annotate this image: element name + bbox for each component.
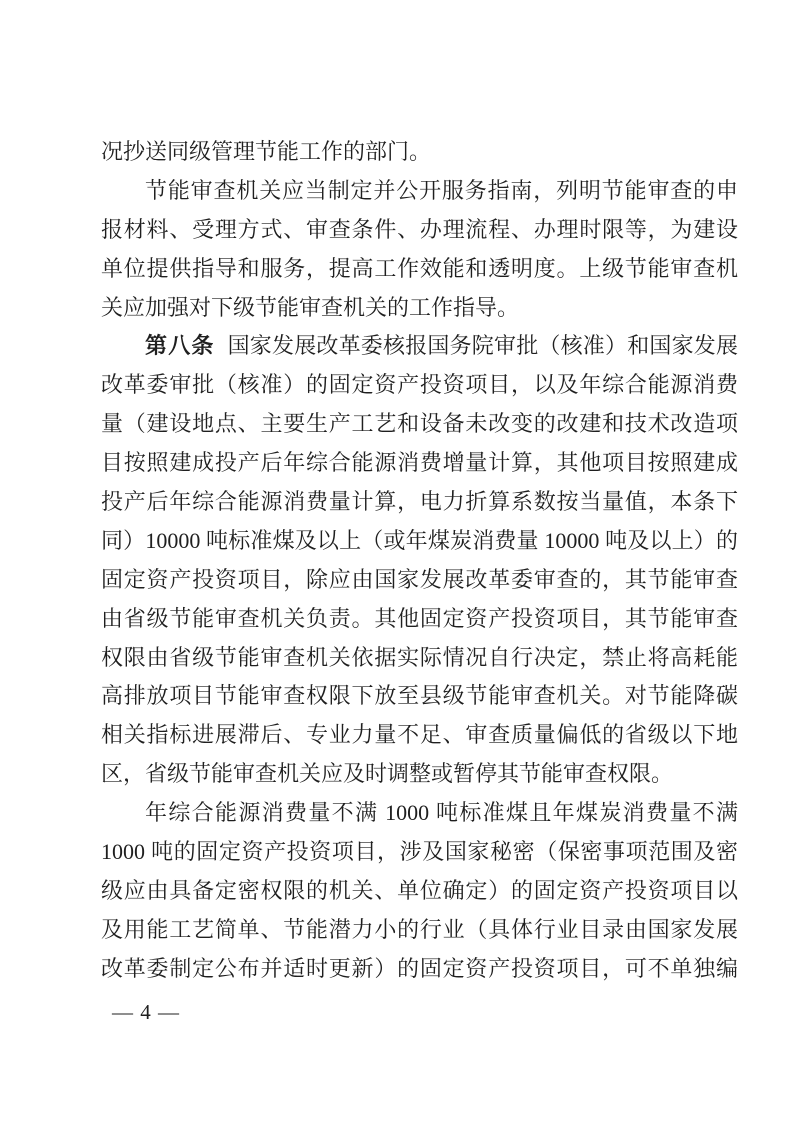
text-line: 况抄送同级管理节能工作的部门。 [101,139,432,164]
page-number: — 4 — [112,1000,180,1024]
text-line: 改革委制定公布并适时更新）的固定资产投资项目，可不单独编 [101,955,738,981]
text-line: 相关指标进展滞后、专业力量不足、审查质量偏低的省级以下地 [101,722,738,748]
text-line: 投产后年综合能源消费量计算，电力折算系数按当量值，本条下 [101,489,738,515]
text-line: 关应加强对下级节能审查机关的工作指导。 [101,294,520,320]
article-number: 第八条 [145,333,215,359]
article-8-heading-line [101,327,738,366]
text-line: 目按照建成投产后年综合能源消费增量计算，其他项目按照建成 [101,450,738,476]
text-line: 年综合能源消费量不满 1000 吨标准煤且年煤炭消费量不满 [145,800,738,826]
text-line: 报材料、受理方式、审查条件、办理流程、办理时限等，为建设 [101,216,738,242]
text-line: 级应由具备定密权限的机关、单位确定）的固定资产投资项目以 [101,877,738,903]
text-line: 改革委审批（核准）的固定资产投资项目，以及年综合能源消费 [101,372,738,398]
article-heading-text: 国家发展改革委核报国务院审批（核准）和国家发展 [227,333,738,359]
text-line: 1000 吨的固定资产投资项目，涉及国家秘密（保密事项范围及密 [101,839,738,865]
document-body [101,133,738,989]
text-line: 及用能工艺简单、节能潜力小的行业（具体行业目录由国家发展 [101,916,738,942]
text-line: 由省级节能审查机关负责。其他固定资产投资项目，其节能审查 [101,605,738,631]
text-line: 量（建设地点、主要生产工艺和设备未改变的改建和技术改造项 [101,411,738,437]
text-line: 同）10000 吨标准煤及以上（或年煤炭消费量 10000 吨及以上）的 [101,527,738,553]
text-line: 单位提供指导和服务，提高工作效能和透明度。上级节能审查机 [101,255,738,281]
text-line: 区，省级节能审查机关应及时调整或暂停其节能审查权限。 [101,761,674,787]
text-line: 高排放项目节能审查权限下放至县级节能审查机关。对节能降碳 [101,683,738,709]
text-line: 固定资产投资项目，除应由国家发展改革委审查的，其节能审查 [101,566,738,592]
text-line: 节能审查机关应当制定并公开服务指南，列明节能审查的申 [145,177,738,203]
text-line: 权限由省级节能审查机关依据实际情况自行决定，禁止将高耗能 [101,644,738,670]
